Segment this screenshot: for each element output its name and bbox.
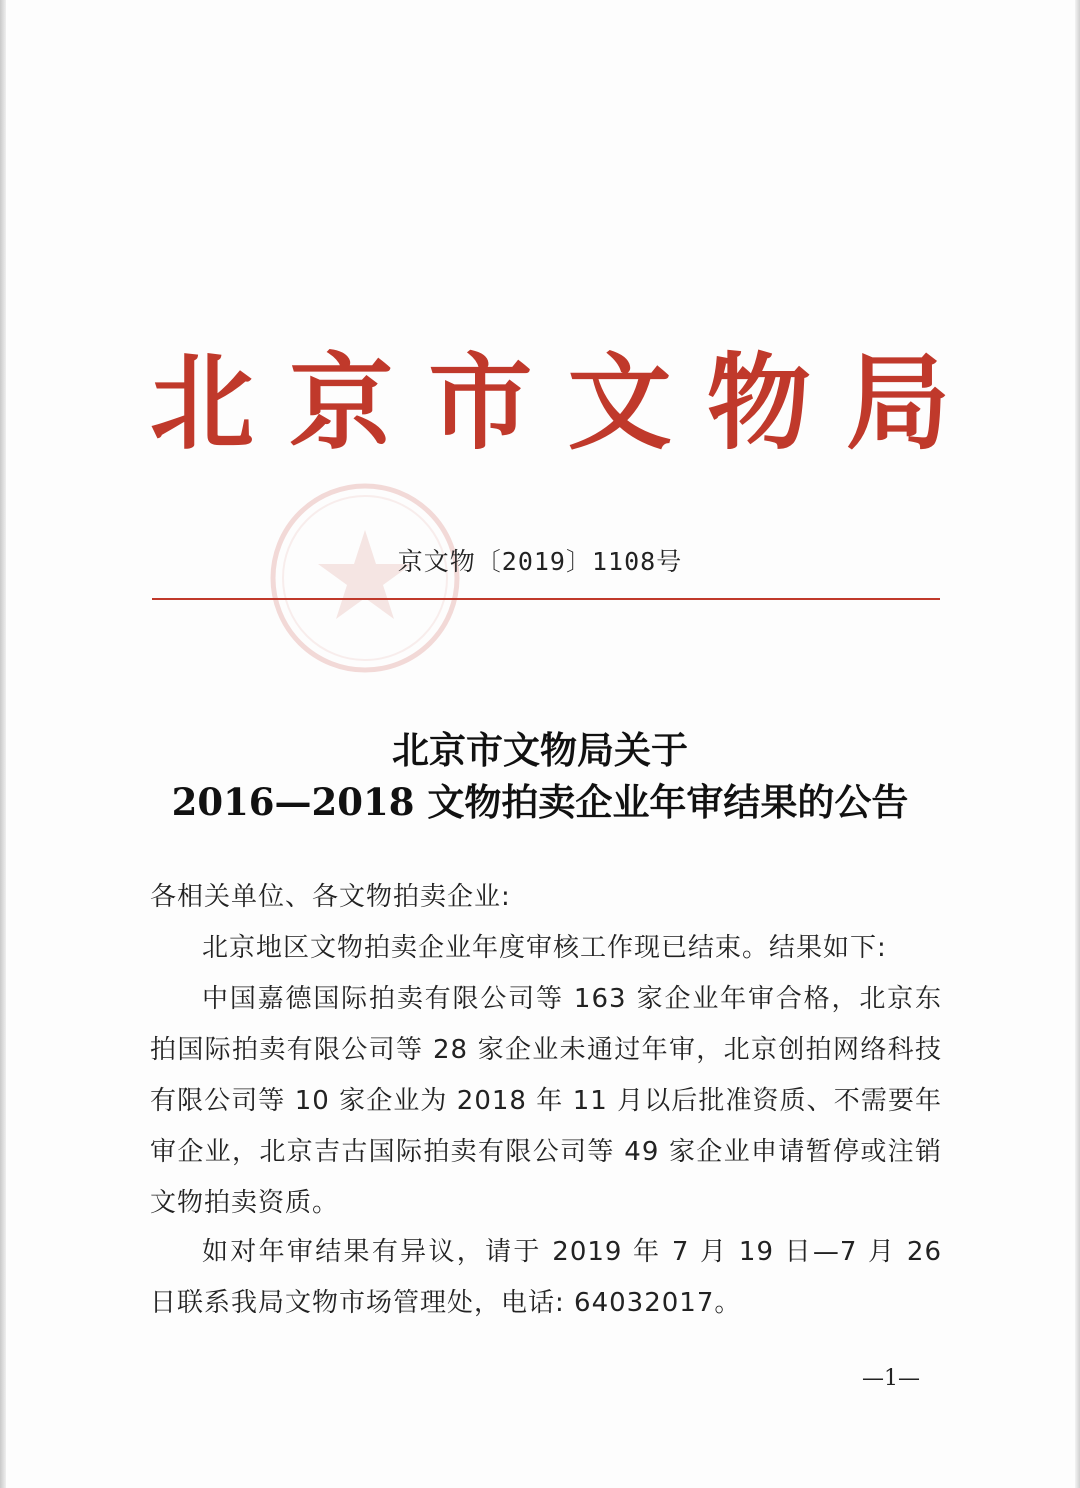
page-number: —1— [862,1366,920,1391]
agency-char: 市 [428,341,533,464]
red-divider [152,598,940,600]
title-line-1: 北京市文物局关于 [392,728,688,772]
agency-char: 文 [567,341,672,464]
salutation: 各相关单位、各文物拍卖企业: [150,882,511,912]
agency-char: 京 [289,341,394,464]
official-seal-icon [255,478,475,678]
agency-char: 北 [150,341,255,464]
paragraph-2: 中国嘉德国际拍卖有限公司等 163 家企业年审合格，北京东拍国际拍卖有限公司等 28 家企业未通过年审，北京创拍网络科技有限公司等 10 家企业为 2018 年 11 月以后批准资质、不需要年审企业，北京吉古国际拍卖有限公司等 49 家企业申请暂停或注销文物拍卖资质。 [150,984,942,1218]
paragraph-1: 北京地区文物拍卖企业年度审核工作现已结束。结果如下: [202,933,887,963]
title-line-2: 2016—2018 文物拍卖企业年审结果的公告 [171,780,909,824]
document-number: 京文物〔2019〕1108号 [397,547,683,576]
agency-char: 局 [845,341,950,464]
paragraph-3: 如对年审结果有异议，请于 2019 年 7 月 19 日—7 月 26 日联系我局文物市场管理处，电话: 64032017。 [150,1237,942,1318]
agency-header [150,338,950,468]
agency-char: 物 [706,341,811,464]
